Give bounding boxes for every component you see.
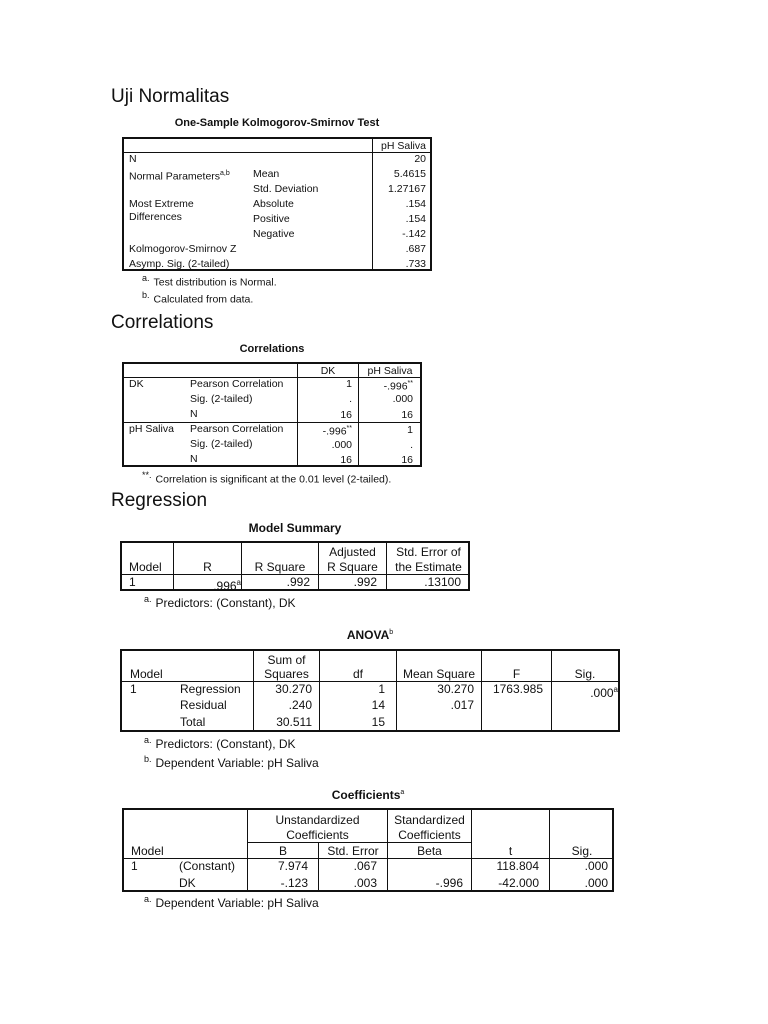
- corr-stat: N: [190, 453, 198, 465]
- anova-df: 15: [371, 715, 385, 729]
- ks-table: [122, 137, 432, 271]
- ks-row-label: Most Extreme: [129, 198, 194, 210]
- coef-header-std: Standardized: [394, 813, 465, 827]
- anova-header-ss: Sum of: [267, 653, 306, 667]
- corr-stat: Pearson Correlation: [190, 378, 284, 390]
- anova-source: Total: [180, 715, 206, 729]
- ms-header-r: R: [203, 560, 212, 574]
- coef-t: 118.804: [496, 859, 539, 873]
- anova-sig: .000$^a$: [590, 685, 618, 700]
- corr-footnote: **. Correlation is significant at the 0.01 level (2-tailed).: [142, 470, 392, 486]
- coef-header-std-2: Coefficients: [398, 828, 461, 842]
- ms-adj-r-square: .992: [353, 575, 377, 589]
- coef-header-sig: Sig.: [571, 844, 593, 858]
- ms-header-model: Model: [129, 560, 162, 574]
- coef-header-beta: Beta: [417, 844, 442, 858]
- ks-row-label: N: [129, 153, 137, 165]
- ks-row-sub: Std. Deviation: [253, 183, 319, 195]
- ks-value: 1.27167: [388, 183, 426, 195]
- anova-footnote: $^{b.}$ Dependent Variable: pH Saliva: [144, 754, 319, 770]
- ks-value: .154: [405, 213, 426, 225]
- ms-se: .13100: [424, 575, 461, 589]
- ms-header-r-square: R Square: [254, 560, 306, 574]
- anova-df: 14: [371, 698, 385, 712]
- coef-term: DK: [179, 876, 196, 890]
- ms-r-square: .992: [286, 575, 310, 589]
- corr-value: 1: [407, 424, 413, 436]
- corr-stat: Sig. (2-tailed): [190, 393, 253, 405]
- heading-regression: Regression: [111, 490, 208, 511]
- anova-header-sig: Sig.: [574, 667, 596, 681]
- corr-value: .: [349, 393, 352, 405]
- coefficients-table: [122, 808, 614, 892]
- ks-row-sub: Absolute: [253, 198, 294, 210]
- correlations-table: [122, 362, 422, 467]
- coef-header-model: Model: [131, 844, 164, 858]
- corr-value: 16: [401, 454, 413, 466]
- coef-beta: -.996: [435, 876, 463, 890]
- ms-r: .996$^a$: [213, 578, 241, 593]
- ms-footnote: $^{a.}$ Predictors: (Constant), DK: [144, 594, 296, 610]
- coef-header-se: Std. Error: [327, 844, 379, 858]
- corr-col-header: DK: [320, 365, 336, 377]
- corr-stat: Pearson Correlation: [190, 423, 284, 435]
- ks-value: 20: [414, 153, 426, 165]
- corr-value: 16: [401, 409, 413, 421]
- corr-value: 16: [340, 454, 352, 466]
- anova-ms: 30.270: [437, 682, 474, 696]
- anova-header-model: Model: [130, 667, 163, 681]
- coef-header-unstd: Unstandardized: [275, 813, 360, 827]
- coef-header-unstd-2: Coefficients: [286, 828, 349, 842]
- ks-footnote: b. Calculated from data.: [142, 290, 254, 306]
- coef-term: (Constant): [179, 859, 236, 873]
- corr-value: 1: [346, 378, 352, 390]
- heading-correlations: Correlations: [111, 312, 214, 333]
- anova-df: 1: [378, 682, 385, 696]
- anova-ss: 30.511: [276, 715, 312, 729]
- ks-row-label: Asymp. Sig. (2-tailed): [129, 258, 230, 270]
- model-summary-title: Model Summary: [248, 521, 342, 535]
- ms-header-se: Std. Error of: [396, 545, 461, 559]
- coef-header-t: t: [508, 844, 513, 858]
- coef-se: .003: [353, 876, 377, 890]
- ks-col-header: pH Saliva: [381, 140, 426, 152]
- coef-model: 1: [131, 859, 138, 873]
- ks-row-sub: Negative: [253, 228, 295, 240]
- anova-ms: .017: [450, 698, 474, 712]
- ms-header-adjusted: Adjusted: [329, 545, 376, 559]
- anova-header-ms: Mean Square: [402, 667, 476, 681]
- coef-t: -42.000: [498, 876, 539, 890]
- ks-value: .687: [405, 243, 426, 255]
- ks-value: 5.4615: [393, 168, 426, 180]
- anova-f: 1763.985: [492, 682, 543, 696]
- corr-stat: N: [190, 408, 198, 420]
- corr-value: .000: [331, 439, 352, 451]
- anova-table: [120, 649, 620, 732]
- corr-value: -.996**: [383, 380, 413, 393]
- corr-stat: Sig. (2-tailed): [190, 438, 253, 450]
- coef-se: .067: [353, 859, 377, 873]
- anova-ss: .240: [288, 698, 312, 712]
- ks-row-label: Differences: [129, 211, 182, 223]
- coef-b: 7.974: [277, 859, 308, 873]
- coef-sig: .000: [584, 876, 608, 890]
- corr-value: .: [410, 439, 413, 451]
- model-summary-table: [120, 541, 470, 591]
- ks-footnote: a. Test distribution is Normal.: [142, 273, 277, 289]
- ms-header-se-2: the Estimate: [395, 560, 462, 574]
- ks-value: .733: [405, 258, 426, 270]
- anova-title: ANOVA$^b$: [346, 628, 394, 642]
- anova-footnote: $^{a.}$ Predictors: (Constant), DK: [144, 735, 296, 751]
- anova-ss: 30.270: [275, 682, 312, 696]
- corr-value: 16: [340, 409, 352, 421]
- anova-header-df: df: [352, 667, 363, 681]
- heading-normality: Uji Normalitas: [111, 86, 230, 107]
- ks-row-sub: Positive: [253, 213, 290, 225]
- ks-value: -.142: [402, 228, 426, 240]
- corr-value: -.996**: [322, 425, 352, 438]
- ks-row-sub: Mean: [253, 168, 280, 180]
- corr-col-header: pH Saliva: [367, 365, 413, 377]
- anova-header-f: F: [512, 667, 521, 681]
- coef-sig: .000: [584, 859, 608, 873]
- ks-row-label: Normal Parameters$^{a,b}$: [129, 170, 230, 183]
- ks-value: .154: [405, 198, 426, 210]
- anova-source: Regression: [180, 682, 241, 696]
- corr-var: DK: [129, 378, 144, 390]
- anova-header-ss-2: Squares: [264, 667, 309, 681]
- ks-table-title: One-Sample Kolmogorov-Smirnov Test: [174, 117, 380, 129]
- corr-table-title: Correlations: [239, 343, 305, 355]
- coefficients-title: Coefficients$^a$: [331, 788, 405, 802]
- corr-var: pH Saliva: [129, 423, 174, 435]
- anova-source: Residual: [180, 698, 227, 712]
- anova-model: 1: [130, 682, 137, 696]
- coef-footnote: $^{a.}$ Dependent Variable: pH Saliva: [144, 894, 319, 910]
- corr-value: .000: [392, 393, 413, 405]
- ms-header-adjusted-2: R Square: [327, 560, 378, 574]
- coef-b: -.123: [280, 876, 308, 890]
- coef-header-b: B: [278, 844, 287, 858]
- ms-model: 1: [129, 575, 136, 589]
- ks-row-label: Kolmogorov-Smirnov Z: [129, 243, 237, 255]
